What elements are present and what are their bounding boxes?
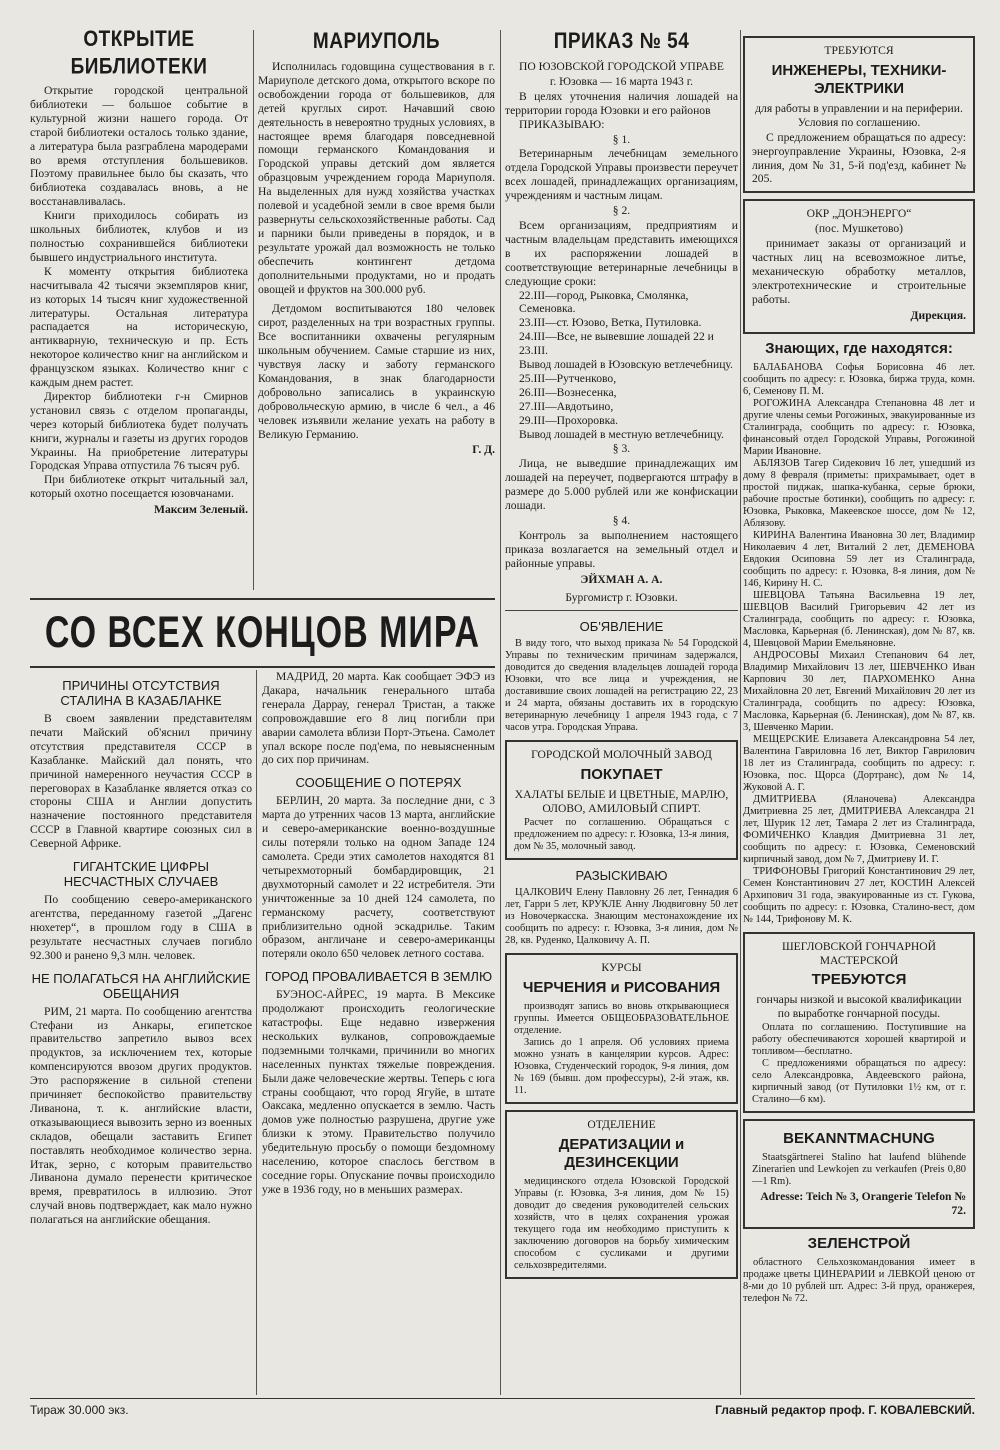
article-library-opening bbox=[30, 27, 248, 521]
paragraph: Контроль за выполнением настоящего приказа возлагается на земельный отдел и районные управы. bbox=[505, 528, 738, 570]
small-paragraph: ТРИФОНОВЫ Григорий Константинович 29 лет, Семен Константинович 27 лет, КОСТИН Алексей Архипович 31 года, эвакуированные из ст. Гукова, сообщить по адресу: г. Юзовка, Сталино-вест, дом № 144, Трифонову М. К. bbox=[743, 865, 975, 925]
paragraph: Всем организациям, предприятиям и частным владельцам представить имеющихся в их распоряжении лошадей в соответствующие ветеринарные лечебницы в следующие сроки: bbox=[505, 218, 738, 288]
signature: Adresse: Teich № 3, Orangerie Telefon № 72. bbox=[760, 1190, 966, 1218]
article-heading: ПРИЧИНЫ ОТСУТСТВИЯ СТАЛИНА В КАЗАБЛАНКЕ bbox=[60, 678, 222, 708]
ad-heading: ПОКУПАЕТ bbox=[580, 766, 663, 784]
centered-line: ОТДЕЛЕНИЕ bbox=[587, 1118, 656, 1132]
small-paragraph: С предложениями обращаться по адресу: село Александровка, Авдеевского района, кирпичный завод (от Путиловки 1½ км, от г. Сталино—6 км). bbox=[752, 1058, 966, 1106]
list-line: 25.III—Рутченково, bbox=[519, 371, 617, 385]
small-paragraph: ШЕВЦОВА Татьяна Васильевна 19 лет, ШЕВЦОВ Василий Григорьевич 42 лет из Сталинграда, сообщить по адресу: г. Юзовка, Масловка, Карьерная (б. Ленинская), дом № 87, кв. 4, Шевцовой Марии Емельяновне. bbox=[743, 589, 975, 649]
centered-line: ОКР „ДОНЭНЕРГО“ bbox=[806, 207, 912, 221]
signature: Г. Д. bbox=[472, 443, 495, 457]
list-line: Вывод лошадей в местную ветлечебницу. bbox=[519, 427, 724, 441]
signature: ЭЙХМАН А. А. bbox=[580, 572, 663, 586]
ad-box bbox=[505, 1110, 738, 1279]
circulation: Тираж 30.000 экз. bbox=[30, 1403, 129, 1417]
article-heading: ОБ'ЯВЛЕНИЕ bbox=[579, 619, 664, 635]
ad-heading: Знающих, где находятся: bbox=[765, 339, 953, 357]
centered-line: гончары низкой и высокой квалификации по выработке гончарной посуды. bbox=[756, 993, 962, 1021]
article-heading: НЕ ПОЛАГАТЬСЯ НА АНГЛИЙСКИЕ ОБЕЩАНИЯ bbox=[31, 970, 251, 1001]
small-paragraph: Расчет по соглашению. Обращаться с предложением по адресу: г. Юзовка, 13-я линия, дом № 35, молочный завод. bbox=[514, 817, 729, 853]
ad-heading: ТРЕБУЮТСЯ bbox=[811, 971, 907, 989]
column-rule bbox=[500, 30, 501, 1395]
signature: Максим Зеленый. bbox=[154, 503, 248, 517]
paragraph: При библиотеке открыт читальный зал, который охотно посещается юзовчанами. bbox=[30, 473, 248, 501]
column-rule bbox=[253, 30, 254, 590]
centered-line: ШЕГЛОВСКОЙ ГОНЧАРНОЙ МАСТЕРСКОЙ bbox=[781, 939, 937, 967]
ad-heading: BEKANNTMACHUNG bbox=[783, 1130, 935, 1148]
ad-box bbox=[743, 932, 975, 1114]
centered-line: Бургомистр г. Юзовки. bbox=[565, 590, 678, 604]
ad-box bbox=[505, 740, 738, 860]
paragraph: С предложением обращаться по адресу: энергоуправление Украины, Юзовка, 2-я линия, дом № 31, 5-й под'езд, кабинет № 205. bbox=[752, 130, 966, 186]
world-news-right bbox=[262, 670, 495, 1197]
list-line: Вывод лошадей в Юзовскую ветлечебницу. bbox=[519, 358, 733, 372]
small-paragraph: ДМИТРИЕВА (Яланочева) Александра Дмитриевна 25 лет, ДМИТРИЕВА Александра 21 лет, Шурик 12 лет, Тамара 2 лет из Сталинграда, ФОМИЧЕНКО Клавдия Дмитриевна 31 лет, сообщить по адресу: г. Юзовка, Семеновский кирпичный завод, дом № 7, Дмитриеву И. Г. bbox=[743, 793, 975, 865]
small-paragraph: АНДРОСОВЫ Михаил Степанович 64 лет, Владимир Михайлович 13 лет, ШЕВЧЕНКО Иван Карпович 30 лет, ПАРХОМЕНКО Анна Михайловна 20 лет, Евгений Михайлович 20 лет из Сталинграда, сообщить по адресу: Юзовка, Масловка, Карьерная (б. Ленинская), дом № 87, кв. 3, Шевченко Марии. bbox=[743, 649, 975, 733]
ad-heading: ЧЕРЧЕНИЯ и РИСОВАНИЯ bbox=[522, 979, 721, 997]
paragraph: В целях уточнения наличия лошадей на территории города Юзовки и его районов bbox=[505, 89, 738, 117]
ad-box bbox=[505, 953, 738, 1104]
small-paragraph: МЕЩЕРСКИЕ Елизавета Александровна 54 лет, Валентина Гавриловна 16 лет, Виктор Гаврилович 18 лет из Сталинграда, сообщить по адресу: г. Юзовка, пос. Щорса (Дортранс), дом № 14, Жуковой А. Г. bbox=[743, 733, 975, 793]
small-paragraph: Запись до 1 апреля. Об условиях приема можно узнать в канцелярии курсов. Адрес: Юзовка, Студенческий городок, 9-я линия, дом № 169 (бывш. дом профессуры), 2-й этаж, кв. 11. bbox=[514, 1037, 729, 1097]
signature: Дирекция. bbox=[910, 308, 966, 322]
paragraph: Исполнилась годовщина существования в г. Мариуполе детского дома, открытого вскоре по освобождении города от большевиков, для детей круглых сирот. Начавший свою деятельность в невероятно трудных условиях, в настоящее время благодаря повседневной помощи германского Командования и Городской управы детский дом является образцовым учреждением города Мариуполя. На выделенных для нужд хозяйства участках полевой и усадебной земли в свое время были развернуты сельскохозяйственные работы. Сад и парники были приведены в порядок, и в результате урожай дал возможность не только обеспечить контингент детдома дополнительными продуктами, но и продать овощей и фруктов на 300.000 руб. bbox=[258, 60, 495, 296]
small-paragraph: производят запись во вновь открывающиеся группы. Имеется ОБЩЕОБРАЗОВАТЕЛЬНОЕ отделение. bbox=[514, 1001, 729, 1037]
article-heading: СООБЩЕНИЕ О ПОТЕРЯХ bbox=[295, 775, 462, 791]
small-paragraph: БАЛАБАНОВА Софья Борисовна 46 лет. сообщить по адресу: г. Юзовка, биржа труда, комн. 6, Семенову П. М. bbox=[743, 361, 975, 397]
small-paragraph: АБЛЯЗОВ Тагер Сидекович 16 лет, ушедший из дому 8 февраля (приметы: прихрамывает, одет в простой пиджак, шапка-кубанка, серые брюки, рабочие простые ботинки), сообщить по адресу: г. Юзовка, Рыковка, Макеевское шоссе, дом № 12, Аблязову. bbox=[743, 457, 975, 529]
paragraph: БЕРЛИН, 20 марта. За последние дни, с 3 марта до утренних часов 13 марта, английские и северо-американские военно-воздушные силы потеряли только на одном Западе 124 самолета. Среди этих самолетов находятся 81 четырехмоторный бомбардировщик, 21 двухмоторный самолет и 22 истребителя. Эти уничтоженные за 10 дней 124 самолета, по германскому расчету, соответствуют приблизительно одной эскадрилье. Таким образом, англичане и северо-американцы потеряли около 650 человек летного состава. bbox=[262, 794, 495, 961]
small-paragraph: В виду того, что выход приказа № 54 Городской Управы по техническим причинам задержался, доводится до сведения владельцев лошадей города Юзовки, что все лица и учреждения, не доставившие своих лошадей на регистрацию 22, 23 и 24 марта, обязаны доставить их в городскую ветеринарную лечебницу 1 апреля 1943 года, с 7 часов утра. Городская Управа. bbox=[505, 638, 738, 734]
ad-box bbox=[743, 1119, 975, 1229]
ad-box bbox=[743, 199, 975, 333]
ad-box bbox=[743, 36, 975, 193]
small-paragraph: КИРИНА Валентина Ивановна 30 лет, Владимир Николаевич 4 лет, Виталий 2 лет, ДЕМЕНОВА Евдокия Осиповна 59 лет из Сталинграда, сообщить по адресу: г. Юзовка, 8-я линия, дом № 146, Кирину Н. С. bbox=[743, 529, 975, 589]
article-title: ПРИКАЗ № 54 bbox=[553, 29, 690, 54]
article-title: МАРИУПОЛЬ bbox=[312, 29, 441, 54]
centered-line: § 1. bbox=[612, 132, 631, 146]
paragraph: Ветеринарным лечебницам земельного отдела Городской Управы произвести переучет всех лошадей, принадлежащих организациям, учреждениям и частным лицам. bbox=[505, 147, 738, 203]
world-news-left bbox=[30, 670, 252, 1227]
list-line: ПРИКАЗЫВАЮ: bbox=[519, 117, 605, 131]
ad-heading: ЗЕЛЕНСТРОЙ bbox=[807, 1235, 911, 1253]
column-rule bbox=[256, 670, 257, 1395]
list-line: 22.III—город, Рыковка, Смолянка, Семеновка. bbox=[519, 288, 689, 316]
centered-line: для работы в управлении и на периферии. Условия по соглашению. bbox=[755, 101, 963, 129]
small-paragraph: медицинского отдела Юзовской Городской Управы (г. Юзовка, 3-я линия, дом № 15) доводит до сведения руководителей сельских хозяйств, что в целях сохранения урожая текущего года им необходимо приступить к заключению договоров на борьбу химическим способом с сусликами и другими сельхозвредителями. bbox=[514, 1175, 729, 1271]
divider bbox=[505, 610, 738, 611]
column-rule bbox=[740, 30, 741, 1395]
article-mariupol bbox=[258, 30, 495, 461]
paragraph: РИМ, 21 марта. По сообщению агентства Стефани из Анкары, египетское правительство запретило вывоз всех продуктов, за исключением тех, которые компенсируются ввозом других продуктов. Это распоряжение в сильной степени причиняет беспокойство правительству Ливанона, т. к. английские власти, отказывающиеся вывозить зерно из военных складов, обещали заставить Египет поставлять необходимое количество зерна. Итак, зерно, с которым правительство Ливанона думало перенести критическое время, превратилось в иллюзию. Этот случай вновь подтверждает, как мало нужно полагаться на английские обещания. bbox=[30, 1004, 252, 1227]
paragraph: К моменту открытия библиотека насчитывала 42 тысячи экземпляров книг, из которых 14 тысяч книг художественной литературы. Остальная литература распадается на историческую, антикварную, техническую и пр. Есть некоторое количество книг на английском и французском языках. Количество книг с каждым днем растет. bbox=[30, 264, 248, 390]
paragraph: МАДРИД, 20 марта. Как сообщает ЭФЭ из Дакара, начальник генерального штаба генерала Даррау, генерал Тристан, а также сопровождавшие его 8 лиц погибли при аварии самолета вблизи Порт-Этьена. Самолет упал вскоре после под'ема, по невыясненным до сих пор причинам. bbox=[262, 670, 495, 767]
article-heading: РАЗЫСКИВАЮ bbox=[575, 868, 668, 884]
centered-line: ХАЛАТЫ БЕЛЫЕ И ЦВЕТНЫЕ, МАРЛЮ, ОЛОВО, АМИЛОВЫЙ СПИРТ. bbox=[514, 788, 729, 816]
paragraph: Лица, не выведшие принадлежащих им лошадей на переучет, подвергаются штрафу в размере до 5.000 рублей или же конфискации лошади. bbox=[505, 457, 738, 513]
paragraph: Детдомом воспитываются 180 человек сирот, разделенных на три возрастных группы. Все воспитанники охвачены регулярным школьным обучением. Самые старшие из них, чувствуя ласку и заботу германского Командования, в знак благодарности добровольно записались в украинскую добровольческую армию, в числе 6 чел., а 46 человек изъявили желание уехать на работу в Великую Германию. bbox=[258, 302, 495, 441]
ad-heading: ИНЖЕНЕРЫ, ТЕХНИКИ-ЭЛЕКТРИКИ bbox=[771, 61, 947, 97]
list-line: 26.III—Вознесенка, bbox=[519, 385, 617, 399]
centered-line: § 4. bbox=[612, 514, 631, 527]
centered-line: г. Юзовка — 16 марта 1943 г. bbox=[549, 74, 694, 88]
centered-line: ГОРОДСКОЙ МОЛОЧНЫЙ ЗАВОД bbox=[531, 748, 712, 762]
paragraph: По сообщению северо-американского агентства, переданному газетой „Дагенс нюхетер“, в прошлом году в США в результате несчастных случаев погибло 92.300 и ранено 9,3 млн. человек. bbox=[30, 893, 252, 962]
article-heading: ГИГАНТСКИЕ ЦИФРЫ НЕСЧАСТНЫХ СЛУЧАЕВ bbox=[63, 859, 219, 890]
paragraph: Директор библиотеки г-н Смирнов установил связь с отделом пропаганды, через который библиотека будет получать книги, журналы и газеты из других городов Украины. На приобретение литературы Городская Управа отпустила 76 тысяч руб. bbox=[30, 389, 248, 473]
paragraph: БУЭНОС-АЙРЕС, 19 марта. В Мексике продолжают происходить геологические катастрофы. Еще недавно извержения нескольких вулканов, сопровождаемые подземными толчками, причинили во многих населенных пунктах тяжелые повреждения. Были даже человеческие жертвы. Теперь с юга страны сообщают, что город Ягуйе, в штате Оаксака, медленно опускается в землю. Часть домов уже полностью разрушена, другие уже близки к этому. Правительство получило убедительную просьбу о помощи бездомному населению, которое спаслось бегством в соседние горы. Опускание почвы происходило уже в 1936 году, но в меньших размерах. bbox=[262, 988, 495, 1196]
paragraph: Открытие городской центральной библиотеки — большое событие в культурной жизни нашего города. От старой библиотеки осталось только здание, а литература была разграблена мародерами во время отступления большевиков. Поэтому правильнее было бы сказать, что библиотека создавалась вновь, а не восстанавливалась. bbox=[30, 84, 248, 209]
order-54-and-notices bbox=[505, 30, 738, 1285]
list-line: 29.III—Прохоровка. bbox=[519, 413, 619, 427]
article-title: ОТКРЫТИЕ БИБЛИОТЕКИ bbox=[70, 27, 208, 80]
small-paragraph: Staatsgärtnerei Stalino hat laufend blühende Zinerarien und Lewkojen zu verkaufen (Preis 0,80—1 Rm). bbox=[752, 1152, 966, 1188]
centered-line: КУРСЫ bbox=[601, 961, 642, 975]
headline-text: СО ВСЕХ КОНЦОВ МИРА bbox=[44, 607, 481, 658]
list-line: 24.III—Все, не вывевшие лошадей 22 и 23.III. bbox=[519, 330, 714, 358]
footer bbox=[30, 1398, 975, 1421]
small-paragraph: РОГОЖИНА Александра Степановна 48 лет и другие члены семьи Рогожиных, эвакуированные из Сталинграда, сообщить по адресу: г. Юзовка, финансовый отдел Городской Управы, Рогожиной Марии Ивановне. bbox=[743, 397, 975, 457]
ad-heading: ДЕРАТИЗАЦИИ и ДЕЗИНСЕКЦИИ bbox=[558, 1135, 685, 1171]
centered-line: § 3. bbox=[612, 442, 631, 456]
list-line: 23.III—ст. Юзово, Ветка, Путиловка. bbox=[519, 316, 702, 330]
small-paragraph: ЦАЛКОВИЧ Елену Павловну 26 лет, Геннадия 6 лет, Гарри 5 лет, КРУКЛЕ Анну Людвиговну 50 лет из Новочеркасска. Знающим местонахождение их сообщить по адресу: г. Юзовка, 3-я линия, дом № 28, кв. Руденко, Цалковичу А. П. bbox=[505, 887, 738, 947]
centered-line: ПО ЮЗОВСКОЙ ГОРОДСКОЙ УПРАВЕ bbox=[519, 60, 724, 73]
list-line: 27.III—Авдотьино, bbox=[519, 399, 614, 413]
centered-line: ТРЕБУЮТСЯ bbox=[824, 44, 894, 57]
small-paragraph: областного Сельхозкомандования имеет в продаже цветы ЦИНЕРАРИИ и ЛЕВКОЙ ценою от 8-ми до 10 рублей шт. Адрес: 3-й пруд, оранжерея, телефон № 72. bbox=[743, 1257, 975, 1305]
paragraph: принимает заказы от организаций и частных лиц на всевозможное литье, механическую обработку металлов, электротехнические и строительные работы. bbox=[752, 237, 966, 306]
section-headline bbox=[30, 598, 495, 668]
centered-line: § 2. bbox=[612, 204, 631, 218]
paragraph: В своем заявлении представителям печати Майский об'яснил причину отсутствия представителя СССР в Казабланке. Майский дал понять, что причиной намеренного неучастия СССР в переговорах в Казабланке является отказ со стороны США и Англии допустить назначение постоянного представителя СССР в Главной квартире союзных сил в Северной Африке. bbox=[30, 712, 252, 851]
advertisements-column bbox=[743, 30, 975, 1305]
editor-credit: Главный редактор проф. Г. КОВАЛЕВСКИЙ. bbox=[715, 1403, 975, 1417]
centered-line: (пос. Мушкетово) bbox=[814, 222, 904, 236]
small-paragraph: Оплата по соглашению. Поступившие на работу обеспечиваются хорошей квартирой и топливом—бесплатно. bbox=[752, 1022, 966, 1058]
article-heading: ГОРОД ПРОВАЛИВАЕТСЯ В ЗЕМЛЮ bbox=[264, 969, 493, 985]
paragraph: Книги приходилось собирать из школьных библиотек, клубов и из полностью сохранившейся библиотеки бывшего индустриального института. bbox=[30, 209, 248, 264]
